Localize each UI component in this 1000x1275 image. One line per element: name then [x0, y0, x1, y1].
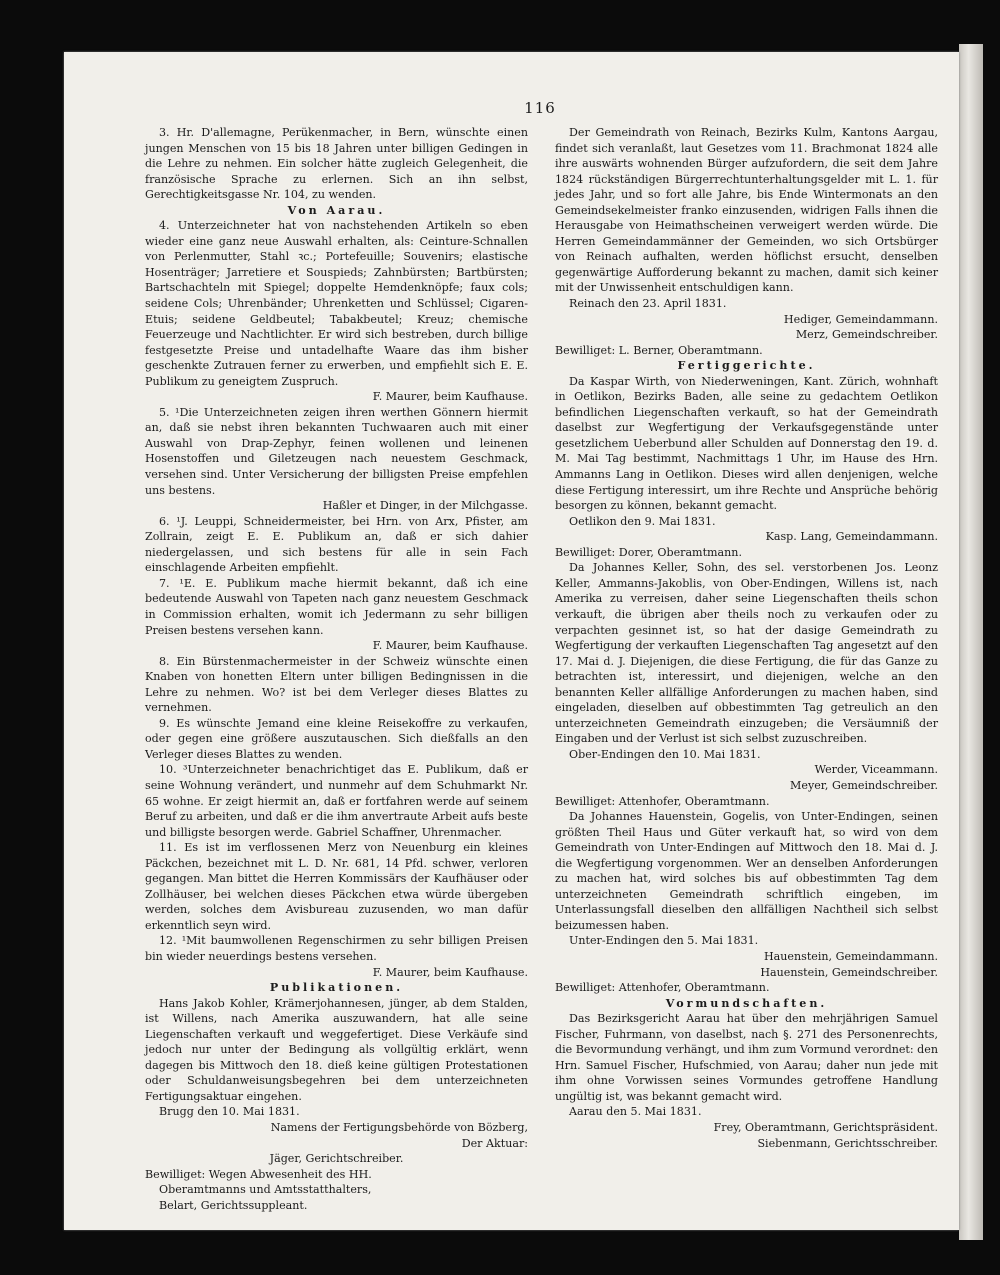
right-text-block: Werder, Viceammann. [814, 763, 938, 777]
right-text-block: Bewilliget: Attenhofer, Oberamtmann. [555, 981, 770, 995]
right-text-block: Oetlikon den 9. Mai 1831. [569, 514, 716, 528]
left-text-block: 6. ¹J. Leuppi, Schneidermeister, bei Hrn. von Arx, Pfister, am Zollrain, zeigt E. E. Publikum an, daß er sich dahier niedergelassen, und sich bestens für alle in sein Fach einschlagende Arbeiten empfiehlt. [145, 514, 528, 575]
left-section-heading: Von Aarau. [287, 203, 386, 217]
right-text-block: Siebenmann, Gerichtsschreiber. [757, 1136, 938, 1150]
right-text-block: Da Johannes Hauenstein, Gogelis, von Unter-Endingen, seinen größten Theil Haus und Güter verkauft hat, so wird von dem Gemeindrath von Unter-Endingen auf Mittwoch den 18. Mai d. J. die Wegfertigung vorgenommen. Wer an denselben Anforderungen zu machen hat, wird solches bis auf obbestimmten Tag dem unterzeichneten Gemeindrath schriftlich eingeben, im Unterlassungsfall dieselben den allfälligen Nachtheil sich selbst beizumessen haben. [555, 810, 938, 932]
left-text-block: 12. ¹Mit baumwollenen Regenschirmen zu sehr billigen Preisen bin wieder neuerdings bestens versehen. [145, 934, 528, 963]
right-section-heading: Fertiggerichte. [677, 359, 816, 373]
left-text-block: Hans Jakob Kohler, Krämerjohannesen, jünger, ab dem Stalden, ist Willens, nach Amerika auszuwandern, hat alle seine Liegenschaften verkauft und weggefertiget. Diese Verkäufe sind jedoch nur unter der Bedingung als vollgültig erklärt, wenn dagegen bis Mittwoch den 18. dieß keine gültigen Protestationen oder Schuldanweisungsbegehren bei dem unterzeichneten Fertigungsaktuar eingehen. [145, 996, 528, 1103]
left-text-block: 11. Es ist im verflossenen Merz von Neuenburg ein kleines Päckchen, bezeichnet mit L. D. Nr. 681, 14 Pfd. schwer, verloren gegangen. Man bittet die Herren Kommissärs der Kaufhäuser oder Zollhäuser, bei welchen dieses Päckchen etwa würde übergeben werden, solches dem Avisbureau zuzusenden, wo man dafür erkenntlich seyn wird. [145, 841, 528, 932]
right-text-block: Der Gemeindrath von Reinach, Bezirks Kulm, Kantons Aargau, findet sich veranlaßt, laut Gesetzes vom 11. Brachmonat 1824 alle ihre auswärts wohnenden Bürger aufzufordern, die seit dem Jahre 1824 rückständigen Bürgerrechtunterhaltungsgelder mit L. 1. für jedes Jahr, und so fort alle Jahre, bis Ende Wintermonats an den Gemeindsekelmeister franko einzusenden, widrigen Falls ihnen die Herausgabe von Heimathscheinen verweigert werden würde. Die Herren Gemeindammänner der Gemeinden, wo sich Ortsbürger von Reinach aufhalten, werden höflichst ersucht, denselben gegenwärtige Aufforderung bekannt zu machen, damit sich keiner mit der Unwissenheit entschuldigen kann. [555, 126, 938, 295]
left-text-block: Belart, Gerichtssuppleant. [159, 1198, 308, 1212]
left-text-block: F. Maurer, beim Kaufhause. [372, 390, 528, 404]
left-text-block: Brugg den 10. Mai 1831. [159, 1105, 300, 1119]
left-text-block: Jäger, Gerichtschreiber. [269, 1152, 404, 1166]
right-text-block: Ober-Endingen den 10. Mai 1831. [569, 747, 761, 761]
left-text-block: 4. Unterzeichneter hat von nachstehenden Artikeln so eben wieder eine ganz neue Auswahl erhalten, als: Ceinture-Schnallen von Perlenmutter, Stahl ꝛc.; Portefeuille; Souvenirs; elastische Hosenträger; Jarretiere et Souspieds; Zahnbürsten; Bartbürsten; Bartschachteln mit Spiegel; doppelte Hemdenknöpfe; faux cols; seidene Cols; Uhrenbänder; Uhrenketten und Schlüssel; Cigaren-Etuis; seidene Geldbeutel; Tabakbeutel; Kreuz; chemische Feuerzeuge und Nachtlichter. Er wird sich bestreben, durch billige festgesetzte Preise und untadelhafte Waare das ihm bisher geschenkte Zutrauen ferner zu erwerben, und empfiehlt sich E. E. Publikum zu geneigtem Zuspruch. [145, 219, 528, 388]
left-text-block: F. Maurer, beim Kaufhause. [372, 639, 528, 653]
left-text-block: 10. ³Unterzeichneter benachrichtiget das E. Publikum, daß er seine Wohnung verändert, und nunmehr auf dem Schuhmarkt Nr. 65 wohne. Er zeigt hiermit an, daß er fortfahren werde auf seinem Beruf zu arbeiten, und daß er die ihm anvertraute Arbeit aufs beste und billigste besorgen werde. Gabriel Schaffner, Uhrenmacher. [145, 763, 528, 839]
right-text-block: Kasp. Lang, Gemeindammann. [765, 530, 938, 544]
right-text-block: Hauenstein, Gemeindschreiber. [760, 965, 938, 979]
left-text-block: Oberamtmanns und Amtsstatthalters, [159, 1183, 372, 1197]
right-text-block: Bewilliget: L. Berner, Oberamtmann. [555, 343, 763, 357]
right-column [555, 125, 938, 1151]
left-text-block: F. Maurer, beim Kaufhause. [372, 965, 528, 979]
right-text-block: Da Johannes Keller, Sohn, des sel. verstorbenen Jos. Leonz Keller, Ammanns-Jakoblis, von Ober-Endingen, Willens ist, nach Amerika zu verreisen, daher seine Liegenschaften theils schon verkauft, die übrigen aber theils noch zu verkaufen oder zu verpachten gesinnet ist, so hat der dasige Gemeindrath zu Wegfertigung der verkauften Liegenschaften Tag angesetzt auf den 17. Mai d. J. Diejenigen, die diese Fertigung, die für das Ganze zu betrachten ist, interessirt, und diejenigen, welche an den benannten Keller allfällige Anforderungen zu machen haben, sind eingeladen, dieselben auf obbestimmten Tag getreulich an den unterzeichneten Gemeindrath einzugeben; die Versäumniß der Eingaben und der Verlust ist sich selbst zuzuschreiben. [555, 561, 938, 746]
right-text-block: Merz, Gemeindschreiber. [795, 328, 938, 342]
left-text-block: Namens der Fertigungsbehörde von Bözberg, [270, 1121, 528, 1134]
right-text-block: Hediger, Gemeindammann. [783, 312, 938, 326]
right-text-block: Frey, Oberamtmann, Gerichtspräsident. [713, 1121, 938, 1134]
left-text-block: Bewilliget: Wegen Abwesenheit des HH. [145, 1167, 372, 1181]
right-section-heading: Vormundschaften. [665, 996, 828, 1010]
right-text-block: Aarau den 5. Mai 1831. [569, 1105, 702, 1119]
left-text-block: Haßler et Dinger, in der Milchgasse. [322, 499, 528, 513]
left-text-block: Der Aktuar: [461, 1136, 528, 1150]
right-text-block: Das Bezirksgericht Aarau hat über den mehrjährigen Samuel Fischer, Fuhrmann, von daselbst, nach §. 271 des Personenrechts, die Bevormundung verhängt, und ihm zum Vormund verordnet: den Hrn. Samuel Fischer, Hufschmied, von Aarau; daher nun jede mit ihm ohne Vorwissen seines Vormundes getroffene Handlung ungültig ist, was bekannt gemacht wird. [555, 1012, 938, 1103]
right-text-block: Da Kaspar Wirth, von Niederweningen, Kant. Zürich, wohnhaft in Oetlikon, Bezirks Baden, alle seine zu gedachtem Oetlikon befindlichen Liegenschaften verkauft, so hat der Gemeindrath daselbst zur Wegfertigung der Verkaufsgegenstände unter gesetzlichem Ueberbund aller Schulden auf Donnerstag den 19. d. M. Mai Tag bestimmt, Nachmittags 1 Uhr, im Hause des Hrn. Ammanns Lang in Oetlikon. Dieses wird allen denjenigen, welche diese Fertigung interessirt, um ihre Rechte und Ansprüche behörig besorgen zu können, bekannt gemacht. [555, 374, 938, 513]
page-number: 116 [524, 99, 556, 117]
left-column [145, 125, 528, 1213]
left-text-block: 8. Ein Bürstenmachermeister in der Schweiz wünschte einen Knaben von honetten Eltern unter billigen Bedingnissen in die Lehre zu nehmen. Wo? ist bei dem Verleger dieses Blattes zu vernehmen. [145, 654, 528, 715]
page-edge [959, 44, 983, 1240]
right-text-block: Unter-Endingen den 5. Mai 1831. [569, 934, 759, 948]
right-text-block: Meyer, Gemeindschreiber. [790, 778, 938, 792]
left-text-block: 3. Hr. D'allemagne, Perükenmacher, in Bern, wünschte einen jungen Menschen von 15 bis 18 Jahren unter billigen Gedingen in die Lehre zu nehmen. Ein solcher hätte zugleich Gelegenheit, die französische Sprache zu erlernen. Sich an ihn selbst, Gerechtigkeitsgasse Nr. 104, zu wenden. [145, 126, 528, 202]
left-text-block: 5. ¹Die Unterzeichneten zeigen ihren werthen Gönnern hiermit an, daß sie nebst ihren bekannten Tuchwaaren auch mit einer Auswahl von Drap-Zephyr, feinen wollenen und leinenen Hosenstoffen und Giletzeugen nach neuestem Geschmack, versehen sind. Unter Versicherung der billigsten Preise empfehlen uns bestens. [145, 405, 528, 497]
left-section-heading: Publikationen. [269, 981, 404, 995]
right-text-block: Bewilliget: Attenhofer, Oberamtmann. [555, 794, 770, 808]
left-text-block: 7. ¹E. E. Publikum mache hiermit bekannt, daß ich eine bedeutende Auswahl von Tapeten nach ganz neuestem Geschmack in Commission erhalten, womit ich Jedermann zu sehr billigen Preisen bestens versehen kann. [145, 576, 528, 637]
right-text-block: Hauenstein, Gemeindammann. [764, 949, 938, 963]
right-text-block: Reinach den 23. April 1831. [569, 297, 727, 311]
left-text-block: 9. Es wünschte Jemand eine kleine Reisekoffre zu verkaufen, oder gegen eine größere auszutauschen. Sich dießfalls an den Verleger dieses Blattes zu wenden. [145, 716, 528, 761]
right-text-block: Bewilliget: Dorer, Oberamtmann. [555, 545, 742, 559]
